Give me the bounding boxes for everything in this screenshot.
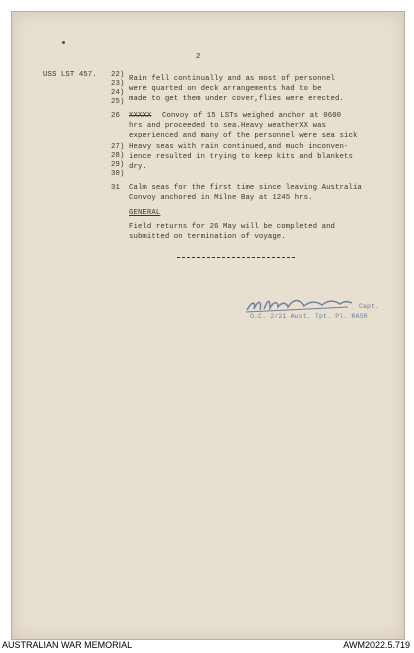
entry-text: Calm seas for the first time since leaving Australia xyxy=(129,184,362,192)
unit-stamp: O.C. 2/21 Aust. Tpt. Pl. RASR xyxy=(250,313,368,320)
general-heading: GENERAL xyxy=(129,209,161,217)
entry-text: made to get them under cover,flies were erected. xyxy=(129,95,344,103)
entry-day: 26 xyxy=(111,112,120,120)
entry-day: 24) xyxy=(111,89,125,97)
entry-day: 31 xyxy=(111,184,120,192)
entry-day: 22) xyxy=(111,71,125,79)
divider-line xyxy=(177,257,295,258)
general-text: submitted on termination of voyage. xyxy=(129,233,286,241)
entry-day: 28) xyxy=(111,152,125,160)
entry-text: experienced and many of the personnel were sea sick xyxy=(129,132,358,140)
signature-title: Capt. xyxy=(359,303,380,310)
entry-text: were quarted on deck arrangements had to be xyxy=(129,85,322,93)
footer-accession-number: AWM2022.5.719 xyxy=(343,640,410,650)
page-number: 2 xyxy=(196,53,201,61)
entry-day: 29) xyxy=(111,161,125,169)
entry-day: 25) xyxy=(111,98,125,106)
footer-institution: AUSTRALIAN WAR MEMORIAL xyxy=(2,640,133,650)
entry-text: hrs and proceeded to sea.Heavy weatherXX was xyxy=(129,122,327,130)
entry-text: dry. xyxy=(129,163,147,171)
entry-text: Rain fell continually and as most of personnel xyxy=(129,75,336,83)
general-text: Field returns for 26 May will be completed and xyxy=(129,223,336,231)
entry-day: 23) xyxy=(111,80,125,88)
entry-day: 30) xyxy=(111,170,125,178)
entry-text: Convoy of 15 LSTs weighed anchor at 0600 xyxy=(162,112,342,120)
struck-text: XXXXX xyxy=(129,112,152,120)
punch-hole xyxy=(62,41,65,44)
entry-text: Heavy seas with rain continued,and much inconven- xyxy=(129,143,349,151)
entry-day: 27) xyxy=(111,143,125,151)
entry-text: ience resulted in trying to keep kits and blankets xyxy=(129,153,353,161)
entry-text: Convoy anchored in Milne Bay at 1245 hrs. xyxy=(129,194,313,202)
ship-designation: USS LST 457. xyxy=(43,71,97,79)
document-page xyxy=(11,11,405,640)
